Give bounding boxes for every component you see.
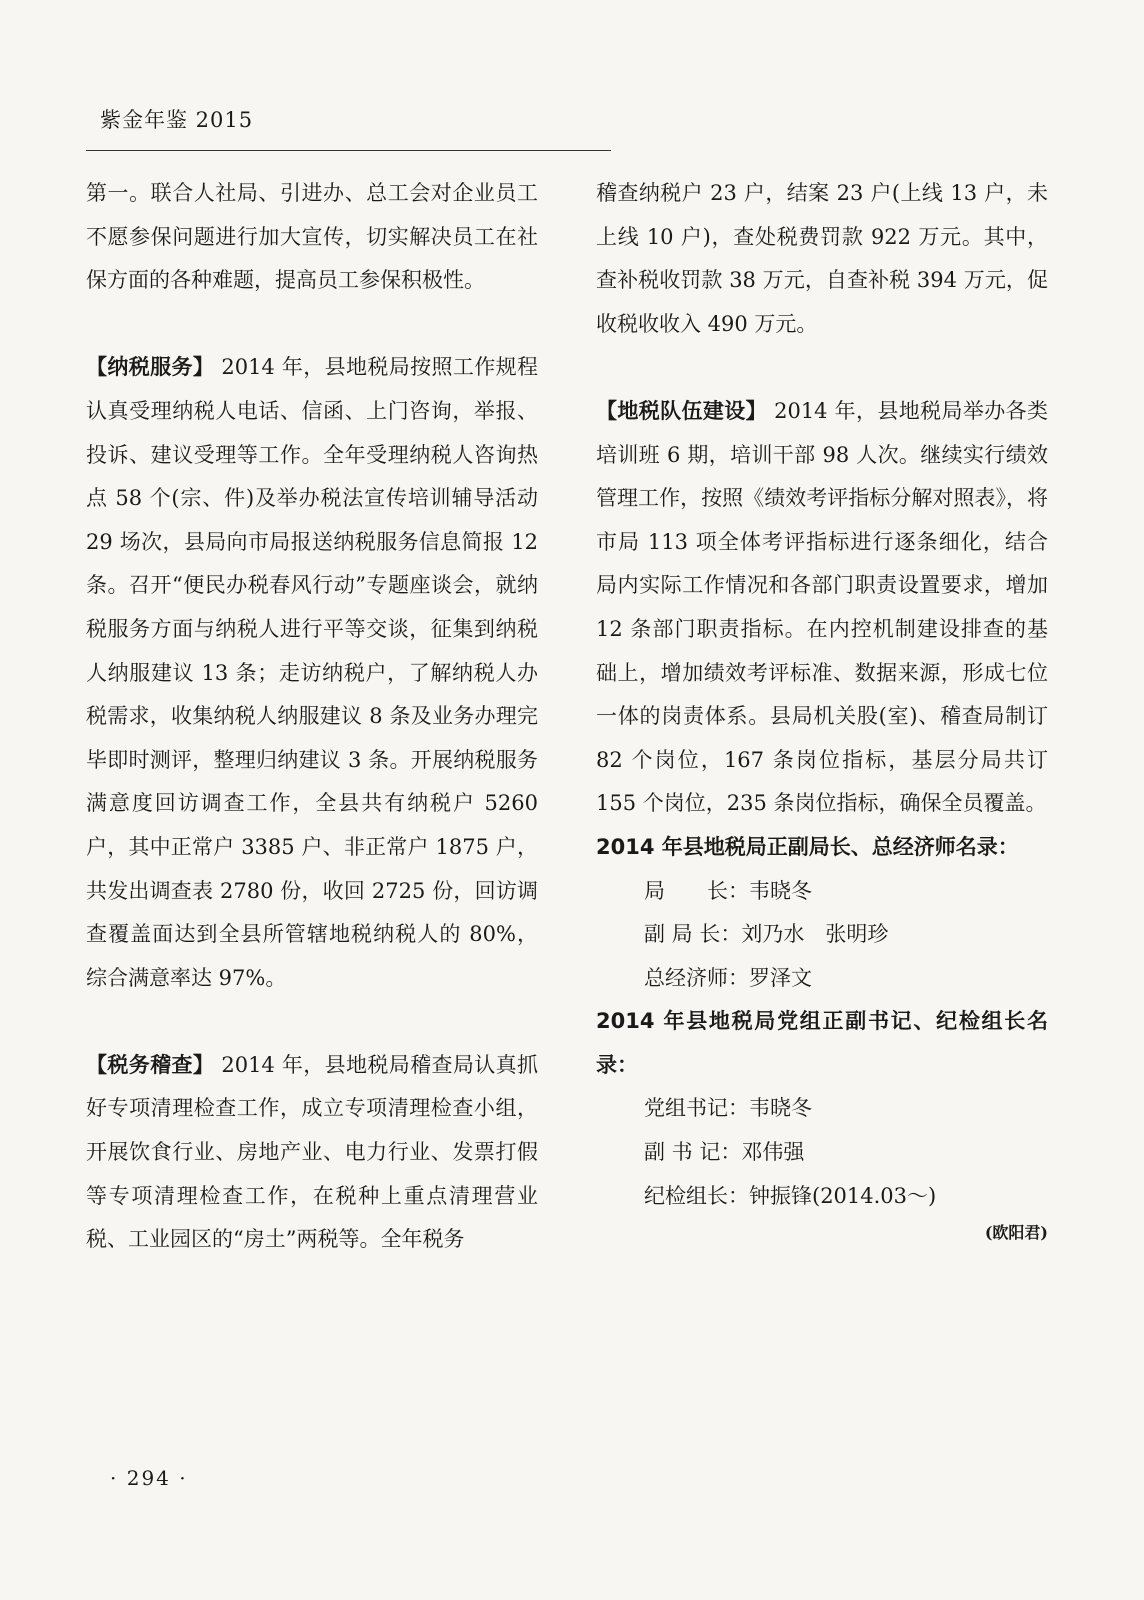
tax-audit-paragraph bbox=[86, 1044, 538, 1262]
list-item: 副 局 长：刘乃水 张明珍 bbox=[644, 922, 889, 947]
right-column bbox=[596, 172, 1048, 1248]
paragraph-gap bbox=[86, 303, 538, 347]
author-credit: (欧阳君) bbox=[984, 1223, 1048, 1243]
header-rule bbox=[86, 150, 611, 151]
directors-list-title: 2014 年县地税局正副局长、总经济师名录： bbox=[596, 834, 1019, 859]
list-item: 副 书 记：邓伟强 bbox=[644, 1140, 805, 1165]
paragraph-gap bbox=[596, 346, 1048, 390]
tax-audit-body: 2014 年，县地税局稽查局认真抓好专项清理检查工作，成立专项清理检查小组，开展饮食行业、房地产业、电力行业、发票打假等专项清理检查工作，在税种上重点清理营业税、工业园区的“房土”两税等。全年税务 bbox=[86, 1052, 539, 1252]
page-number: · 294 · bbox=[110, 1466, 188, 1490]
left-column bbox=[86, 172, 538, 1262]
list-item: 总经济师：罗泽文 bbox=[644, 965, 812, 990]
list-item: 纪检组长：钟振锋(2014.03～) bbox=[644, 1183, 937, 1208]
tax-audit-heading: 【税务稽查】 bbox=[86, 1052, 215, 1077]
list-item: 党组书记：韦晓冬 bbox=[644, 1096, 812, 1121]
team-building-heading: 【地税队伍建设】 bbox=[596, 398, 768, 423]
intro-paragraph: 第一。联合人社局、引进办、总工会对企业员工不愿参保问题进行加大宣传，切实解决员工在社保方面的各种难题，提高员工参保积极性。 bbox=[86, 181, 538, 293]
party-list-title: 2014 年县地税局党组正副书记、纪检组长名录： bbox=[596, 1009, 1048, 1077]
paragraph-gap bbox=[86, 1000, 538, 1044]
continuation-paragraph: 稽查纳税户 23 户，结案 23 户(上线 13 户，未上线 10 户)，查处税费罚款 922 万元。其中，查补税收罚款 38 万元，自查补税 394 万元，促收税收收入 490 万元。 bbox=[596, 181, 1048, 336]
running-head: 紫金年鉴 2015 bbox=[100, 108, 254, 132]
tax-service-body: 2014 年，县地税局按照工作规程认真受理纳税人电话、信函、上门咨询，举报、投诉、建议受理等工作。全年受理纳税人咨询热点 58 个(宗、件)及举办税法宣传培训辅导活动 29 场次，县局向市局报送纳税服务信息简报 12 条。召开“便民办税春风行动”专题座谈会，就纳税服务方面与纳税人进行平等交谈，征集到纳税人纳服建议 13 条；走访纳税户，了解纳税人办税需求，收集纳税人纳服建议 8 条及业务办理完毕即时测评，整理归纳建议 3 条。开展纳税服务满意度回访调查工作，全县共有纳税户 5260 户，其中正常户 3385 户、非正常户 1875 户，共发出调查表 2780 份，收回 2725 份，回访调查覆盖面达到全县所管辖地税纳税人的 80%，综合满意率达 97%。 bbox=[86, 355, 539, 990]
list-item: 局 长：韦晓冬 bbox=[644, 878, 812, 903]
tax-service-paragraph bbox=[86, 346, 538, 1000]
tax-service-heading: 【纳税服务】 bbox=[86, 355, 215, 380]
team-building-paragraph bbox=[596, 390, 1048, 826]
team-building-body: 2014 年，县地税局举办各类培训班 6 期，培训干部 98 人次。继续实行绩效管理工作，按照《绩效考评指标分解对照表》，将市局 113 项全体考评指标进行逐条细化，结合局内实际工作情况和各部门职责设置要求，增加 12 条部门职责指标。在内控机制建设排查的基础上，增加绩效考评标准、数据来源，形成七位一体的岗责体系。县局机关股(室)、稽查局制订 82 个岗位，167 条岗位指标，基层分局共订 155 个岗位，235 条岗位指标，确保全员覆盖。 bbox=[596, 398, 1048, 816]
